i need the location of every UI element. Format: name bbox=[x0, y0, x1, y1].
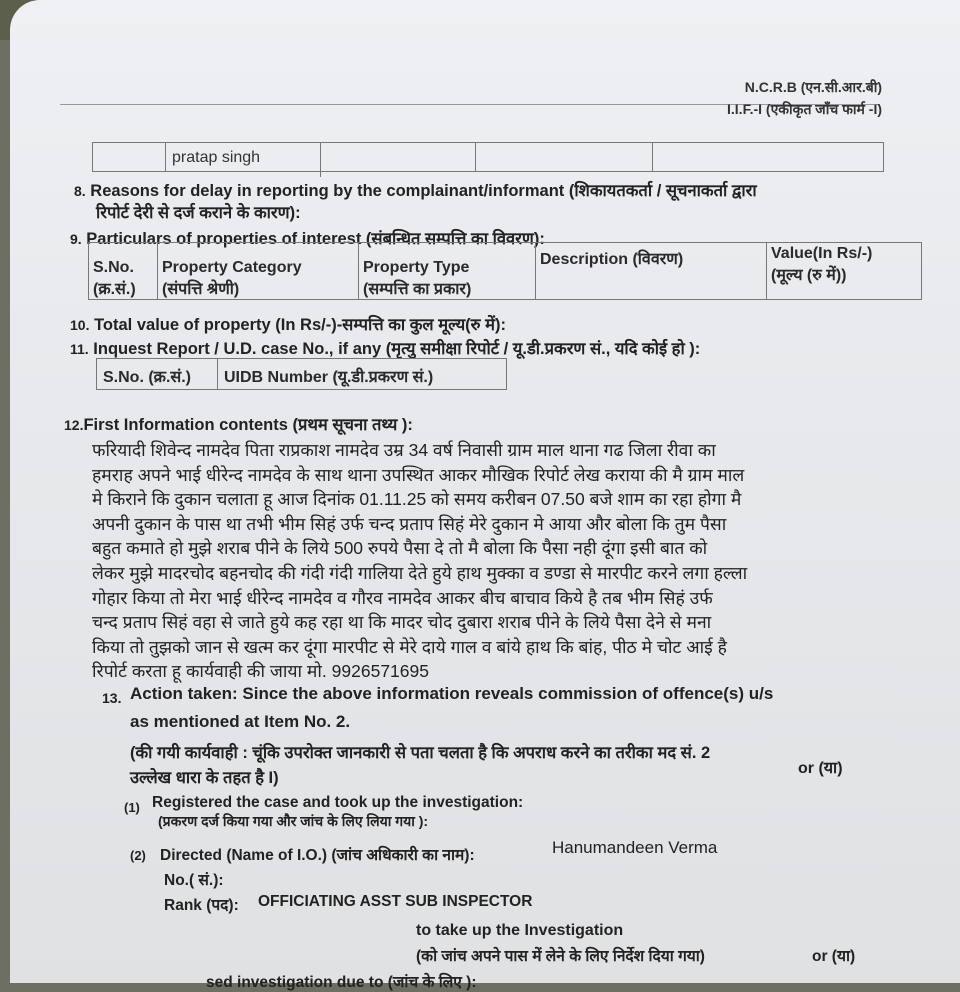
or-label: or (या) bbox=[798, 760, 843, 777]
item-13-line1: Action taken: Since the above information reveals commission of offence(s) u/s bbox=[130, 684, 774, 703]
fir-line: मे किराने कि दुकान चलाता हू आज दिनांक 01.11.25 को समय करीबन 07.50 बजे शाम का रहा होगा मै bbox=[92, 489, 742, 510]
iif-header: I.I.F.-I (एकीकृत जाँच फार्म -I) bbox=[727, 101, 882, 117]
fir-line: हमराह अपने भाई धीरेन्द नामदेव के साथ थाना उपस्थित आकर मौखिक रिपोर्ट लेख कराया की मै ग्राम माल bbox=[92, 464, 745, 485]
fir-line: गोहार किया तो मेरा भाई धीरेन्द नामदेव व गौरव नामदेव आकर बीच बाचाव किये है तब भीम सिहं उर्फ bbox=[92, 587, 713, 608]
item-11 bbox=[70, 336, 700, 359]
col-header-hindi: (संपत्ति श्रेणी) bbox=[162, 281, 240, 298]
col-sno bbox=[89, 243, 158, 299]
registered-case-hindi: (प्रकरण दर्ज किया गया और जांच के लिए लिया गया ): bbox=[158, 813, 429, 829]
registered-case-text: Registered the case and took up the investigation: bbox=[152, 794, 524, 811]
item-8 bbox=[74, 178, 757, 201]
fir-contents bbox=[92, 438, 852, 684]
item-11-text: Inquest Report / U.D. case No., if any (मृत्यु समीक्षा रिपोर्ट / यू.डी.प्रकरण सं., यदि कोई हो ): bbox=[93, 340, 701, 358]
table-cell bbox=[653, 143, 853, 171]
fir-line: अपनी दुकान के पास था तभी भीम सिहं उर्फ चन्द प्रताप सिहं मेरे दुकान मे आया और बोला कि तुम पैसा bbox=[92, 513, 727, 534]
item-9-title: Particulars of properties of interest (संबन्धित सम्पत्ति का विवरण): bbox=[86, 230, 545, 248]
cut-off-line: sed investigation due to (जांच के लिए ): bbox=[206, 974, 477, 991]
item-13-line2: as mentioned at Item No. 2. bbox=[130, 712, 351, 731]
col-header-hindi: (मूल्य (रु में)) bbox=[771, 267, 847, 284]
col-uidb-number: UIDB Number (यू.डी.प्रकरण सं.) bbox=[224, 369, 434, 386]
col-description bbox=[536, 243, 767, 299]
col-header-hindi: (सम्पत्ति का प्रकार) bbox=[363, 281, 472, 298]
item-number: 10. bbox=[70, 317, 90, 333]
col-value bbox=[767, 243, 915, 299]
item-12 bbox=[64, 412, 413, 435]
table-cell bbox=[93, 143, 166, 171]
item-10 bbox=[70, 312, 506, 335]
item-number: 13. bbox=[102, 690, 122, 706]
name-cell: pratap singh bbox=[166, 143, 321, 177]
item-10-text: Total value of property (In Rs/-)-सम्पत्ति का कुल मूल्य(रु में): bbox=[94, 316, 506, 334]
item-number: 11. bbox=[70, 341, 89, 357]
col-header-hindi: (क्र.सं.) bbox=[93, 281, 136, 298]
item-8-line1: Reasons for delay in reporting by the complainant/informant (शिकायतकर्ता / सूचनाकर्ता द्वारा bbox=[90, 182, 757, 200]
io-name-value: Hanumandeen Verma bbox=[552, 838, 718, 857]
col-header: S.No. bbox=[93, 259, 134, 276]
col-header: Property Type bbox=[363, 259, 470, 276]
fir-line: किया तो तुझको जान से खत्म कर दूंगा मारपीट से मेरे दाये गाल व बांये हाथ कि बांह, पीठ मे चोट आई है bbox=[92, 636, 727, 657]
directed-io-label: Directed (Name of I.O.) (जांच अधिकारी का नाम): bbox=[160, 847, 475, 864]
properties-table bbox=[88, 242, 922, 300]
rank-value: OFFICIATING ASST SUB INSPECTOR bbox=[258, 893, 533, 910]
item-12-title: First Information contents (प्रथम सूचना तथ्य ): bbox=[83, 416, 413, 434]
item-number: 9. bbox=[70, 231, 82, 247]
inquest-table bbox=[96, 358, 507, 390]
fir-line: लेकर मुझे मादरचोद बहनचोद की गंदी गंदी गालिया देते हुये हाथ मुक्का व डण्डा से मारपीट करने लगा हल्ला bbox=[92, 562, 748, 583]
take-up-hindi: (को जांच अपने पास में लेने के लिए निर्देश दिया गया) bbox=[416, 948, 705, 965]
sub-item-number: (2) bbox=[130, 848, 146, 863]
table-cell bbox=[476, 143, 653, 171]
take-up-text: to take up the Investigation bbox=[416, 922, 624, 939]
col-header: Description (विवरण) bbox=[540, 251, 684, 268]
sub-item-number: (1) bbox=[124, 800, 140, 815]
item-number: 12. bbox=[64, 417, 84, 433]
col-property-type bbox=[359, 243, 536, 299]
fir-line: रिपोर्ट करता हू कार्यवाही की जाया मो. 9926571695 bbox=[92, 661, 429, 682]
fir-line: चन्द प्रताप सिहं वहा से जाते हुये कह रहा था कि मादर चोद दुबारा शराब पीने के लिये पैसा देने से मना bbox=[92, 612, 712, 633]
item-13-hindi2: उल्लेख धारा के तहत है I) bbox=[130, 769, 279, 787]
fir-line: बहुत कमाते हो मुझे शराब पीने के लिये 500 रुपये पैसा दे तो मै बोला कि पैसा नही दूंगा इसी बात को bbox=[92, 538, 708, 559]
complainant-table-row bbox=[92, 142, 884, 172]
col-header: Value(In Rs/-) bbox=[771, 245, 873, 262]
or-label: or (या) bbox=[812, 948, 856, 965]
fir-line: फरियादी शिवेन्द नामदेव पिता राप्रकाश नामदेव उम्र 34 वर्ष निवासी ग्राम माल थाना गढ जिला रीवा का bbox=[92, 440, 716, 460]
io-number-label: No.( सं.): bbox=[164, 872, 224, 889]
col-sno: S.No. (क्र.सं.) bbox=[97, 359, 218, 389]
col-header: Property Category bbox=[162, 259, 302, 276]
item-13-hindi1: (की गयी कार्यवाही : चूंकि उपरोक्त जानकारी से पता चलता है कि अपराध करने का तरीका मद सं. 2 bbox=[130, 744, 711, 762]
item-number: 8. bbox=[74, 183, 86, 199]
ncrb-header: N.C.R.B (एन.सी.आर.बी) bbox=[744, 79, 882, 95]
col-property-category bbox=[158, 243, 359, 299]
table-cell bbox=[321, 143, 476, 171]
item-8-line2: रिपोर्ट देरी से दर्ज कराने के कारण): bbox=[96, 204, 301, 222]
rank-label: Rank (पद): bbox=[164, 897, 239, 914]
